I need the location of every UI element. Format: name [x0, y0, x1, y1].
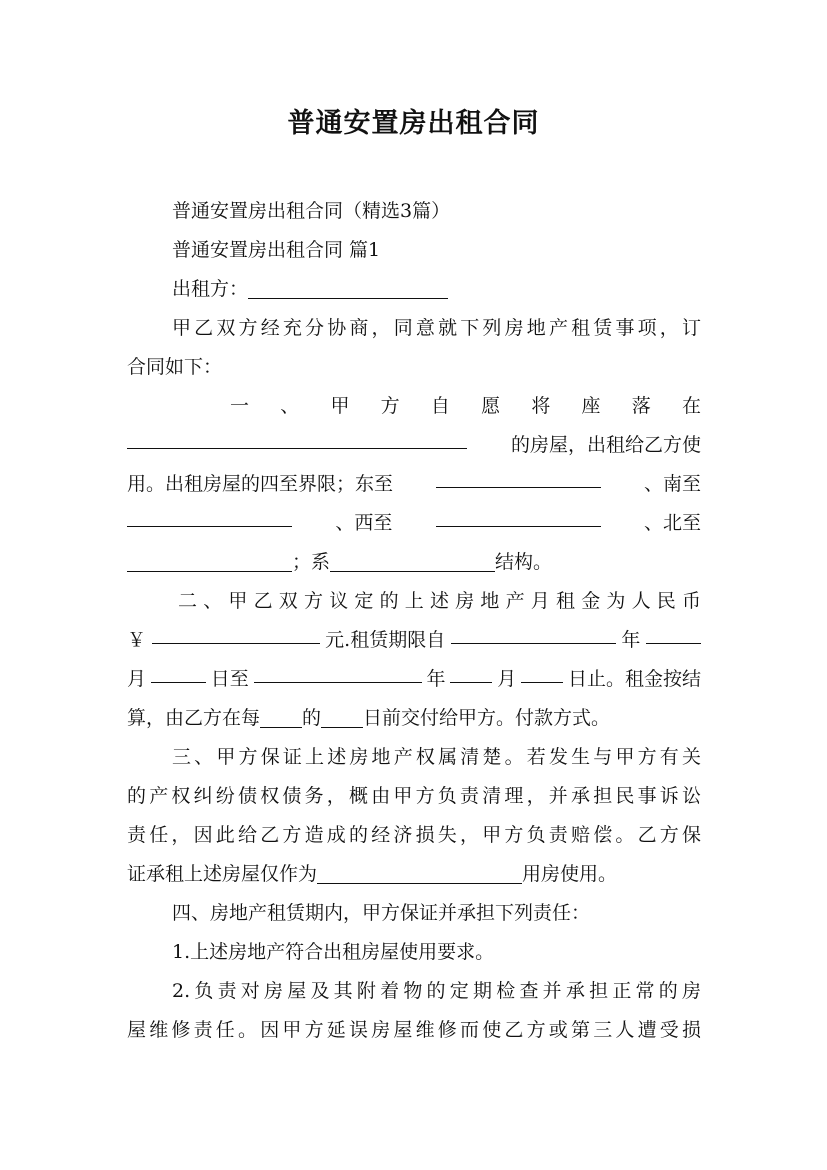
- west-boundary-blank: [436, 504, 601, 527]
- location-blank: [127, 426, 467, 449]
- clause-2-line: [127, 699, 701, 737]
- end-day-blank: [521, 660, 563, 683]
- clause-3-line: 责任，因此给乙方造成的经济损失，甲方负责赔偿。乙方保: [127, 824, 701, 846]
- clause-text: 用。出租房屋的四至界限；东至: [127, 473, 394, 495]
- lessor-line: [172, 270, 746, 308]
- clause-text: 元.租赁期限自: [325, 629, 446, 651]
- clause-text: 日前交付给甲方。付款方式。: [363, 707, 611, 729]
- clause-4-item: 2.负责对房屋及其附着物的定期检查并承担正常的房: [172, 980, 701, 1002]
- clause-text: 年: [621, 629, 641, 651]
- clause-3-line: [127, 855, 701, 893]
- clause-text: 、北至: [643, 512, 701, 534]
- clause-text: 日止。租金按结: [567, 668, 701, 690]
- clause-text: 月: [497, 668, 517, 690]
- payment-day-blank: [321, 705, 363, 728]
- structure-blank: [330, 549, 495, 572]
- clause-text: 日至: [210, 668, 249, 690]
- start-day-blank: [151, 660, 206, 683]
- clause-1-line: [127, 504, 701, 542]
- document-title: 普通安置房出租合同: [287, 108, 540, 139]
- subtitle-line: 普通安置房出租合同（精选3篇）: [172, 200, 451, 222]
- start-month-blank: [646, 621, 701, 644]
- clause-text: ；系: [292, 551, 331, 573]
- rent-blank: [152, 621, 320, 644]
- paragraph-line: 甲乙双方经充分协商，同意就下列房地产租赁事项，订: [172, 317, 701, 339]
- clause-2-line: [127, 621, 701, 659]
- clause-text: 月: [127, 668, 147, 690]
- clause-3-line: 三、甲方保证上述房地产权属清楚。若发生与甲方有关: [172, 746, 701, 768]
- end-year-blank: [254, 660, 422, 683]
- east-boundary-blank: [436, 465, 601, 488]
- lessor-label: 出租方：: [172, 278, 249, 300]
- clause-4-line: 四、房地产租赁期内，甲方保证并承担下列责任：: [172, 902, 591, 924]
- clause-text: 年: [426, 668, 446, 690]
- start-year-blank: [451, 621, 616, 644]
- south-boundary-blank: [127, 504, 292, 527]
- end-month-blank: [450, 660, 492, 683]
- clause-text: 、南至: [643, 473, 701, 495]
- clause-2-line: 二、甲乙双方议定的上述房地产月租金为人民币: [178, 590, 701, 612]
- clause-1-line: [127, 465, 701, 503]
- clause-1-line: 一 、 甲 方 自 愿 将 座 落 在: [230, 395, 701, 417]
- clause-text: 算，由乙方在每: [127, 707, 261, 729]
- payment-period-blank: [260, 705, 302, 728]
- clause-text: 的: [302, 707, 322, 729]
- north-boundary-blank: [127, 549, 292, 572]
- clause-1-line: [127, 426, 701, 464]
- clause-text: 证承租上述房屋仅作为: [127, 863, 318, 885]
- section-heading: 普通安置房出租合同 篇1: [172, 239, 381, 261]
- clause-4-item: 1.上述房地产符合出租房屋使用要求。: [172, 941, 495, 963]
- paragraph-line: 合同如下：: [127, 356, 223, 378]
- clause-text: 结构。: [495, 551, 553, 573]
- clause-text: 的房屋，出租给乙方使: [510, 434, 701, 456]
- clause-text: 、西至: [335, 512, 393, 534]
- clause-4-item: 屋维修责任。因甲方延误房屋维修而使乙方或第三人遭受损: [127, 1019, 701, 1041]
- lessor-blank: [248, 276, 448, 299]
- clause-text: 用房使用。: [522, 863, 618, 885]
- clause-2-line: [127, 660, 701, 698]
- clause-3-line: 的产权纠纷债权债务，概由甲方负责清理，并承担民事诉讼: [127, 785, 701, 807]
- clause-text: ￥: [127, 629, 147, 651]
- clause-1-line: [127, 543, 701, 581]
- usage-blank: [317, 861, 522, 884]
